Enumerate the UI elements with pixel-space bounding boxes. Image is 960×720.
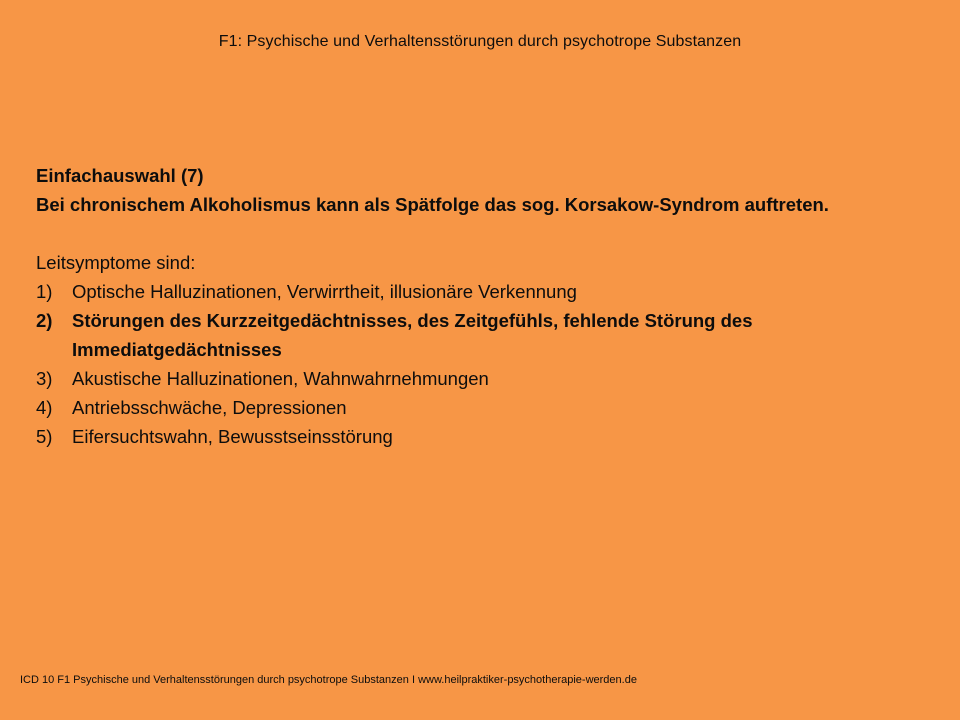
answer-option-3 bbox=[36, 364, 936, 393]
slide-footer: ICD 10 F1 Psychische und Verhaltensstörungen durch psychotrope Substanzen I www.heilpraktiker-psychotherapie-werden.de bbox=[20, 674, 637, 686]
option-number: 4) bbox=[36, 397, 53, 418]
option-text: Eifersuchtswahn, Bewusstseinsstörung bbox=[72, 426, 393, 447]
option-text: Störungen des Kurzzeitgedächtnisses, des Zeitgefühls, fehlende Störung des Immediatgedächtnisses bbox=[72, 310, 753, 360]
answer-option-1 bbox=[36, 277, 936, 306]
question-content bbox=[36, 161, 936, 451]
answer-option-5 bbox=[36, 422, 936, 451]
option-text: Optische Halluzinationen, Verwirrtheit, illusionäre Verkennung bbox=[72, 281, 577, 302]
option-number: 5) bbox=[36, 426, 53, 447]
options-intro: Leitsymptome sind: bbox=[36, 252, 196, 273]
question-text: Bei chronischem Alkoholismus kann als Spätfolge das sog. Korsakow-Syndrom auftreten. bbox=[36, 194, 829, 215]
option-number: 2) bbox=[36, 310, 53, 331]
option-number: 3) bbox=[36, 368, 53, 389]
option-number: 1) bbox=[36, 281, 53, 302]
slide-header-title: F1: Psychische und Verhaltensstörungen durch psychotrope Substanzen bbox=[218, 33, 742, 50]
answer-options bbox=[36, 277, 936, 451]
option-text: Akustische Halluzinationen, Wahnwahrnehmungen bbox=[72, 368, 489, 389]
answer-option-4 bbox=[36, 393, 936, 422]
question-heading: Einfachauswahl (7) bbox=[36, 165, 204, 186]
spacer bbox=[36, 219, 936, 248]
option-text: Antriebsschwäche, Depressionen bbox=[72, 397, 347, 418]
answer-option-2-correct bbox=[36, 306, 936, 364]
